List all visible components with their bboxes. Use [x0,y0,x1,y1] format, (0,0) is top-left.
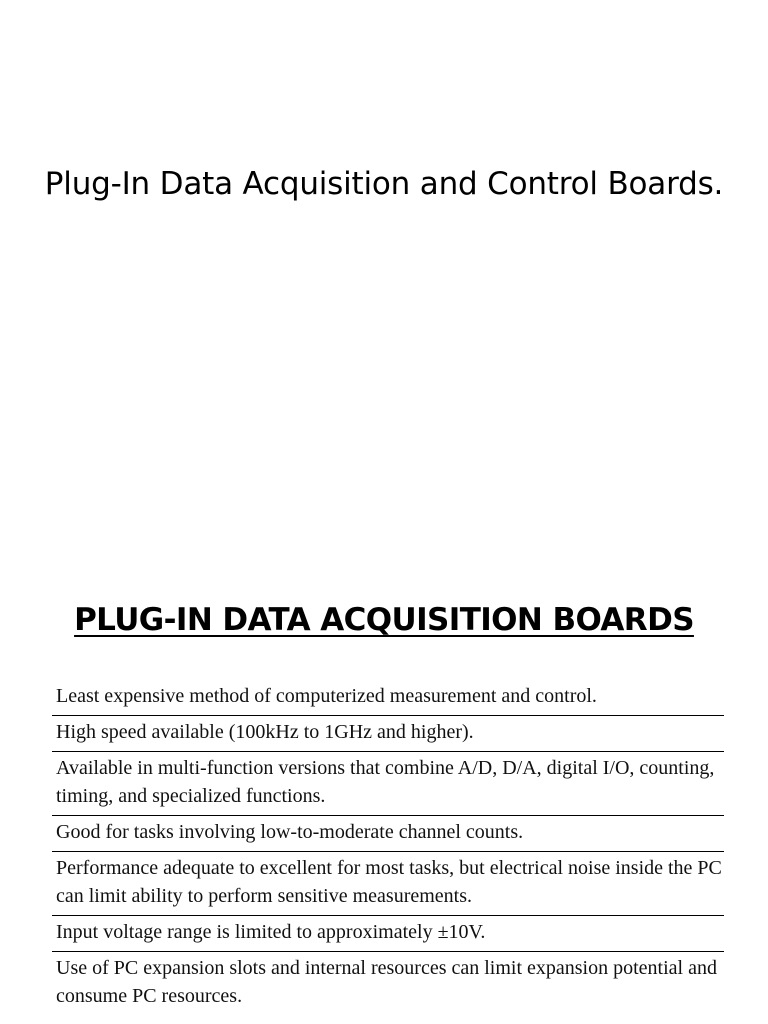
feature-list [52,680,724,1015]
list-item: Use of PC expansion slots and internal resources can limit expansion potential and consume PC resources. [56,957,717,1007]
list-item: High speed available (100kHz to 1GHz and higher). [52,716,724,752]
section-heading [0,596,768,644]
list-item: Performance adequate to excellent for most tasks, but electrical noise inside the PC can limit ability to perform sensitive measurements. [52,852,724,916]
list-item: Available in multi-function versions that combine A/D, D/A, digital I/O, counting, timing, and specialized functions. [52,752,724,816]
list-item: Input voltage range is limited to approximately ±10V. [52,916,724,952]
list-item: Least expensive method of computerized measurement and control. [52,680,724,716]
slide-title: Plug-In Data Acquisition and Control Boards. [44,166,724,202]
section-heading-text: PLUG-IN DATA ACQUISITION BOARDS [74,602,694,638]
list-item: Good for tasks involving low-to-moderate channel counts. [52,816,724,852]
